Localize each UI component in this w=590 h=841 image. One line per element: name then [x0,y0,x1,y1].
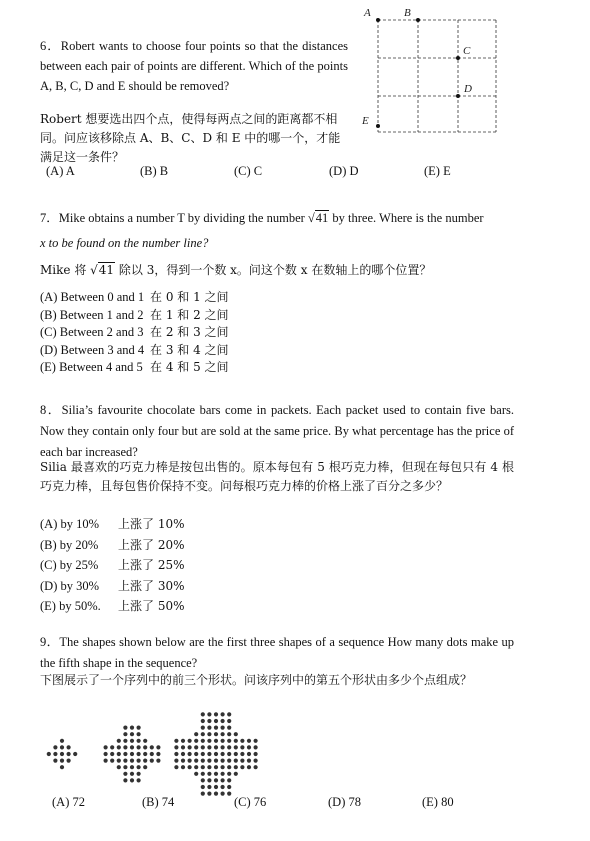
q7-option-e: (E) Between 4 and 5 在 4 和 5 之间 [40,360,229,374]
shape-3-dot [234,745,238,749]
shape-2-dot [104,752,108,756]
shape-2-dot [137,739,141,743]
shape-3-dot [201,752,205,756]
shape-3-dot [240,752,244,756]
shape-2-dot [123,752,127,756]
shape-2-dot [123,772,127,776]
shape-2-dot [137,745,141,749]
shape-2-dot [117,759,121,763]
shape-3-dot [247,745,251,749]
shape-3-dot [201,726,205,730]
shape-3-dot [221,759,225,763]
shape-3-dot [227,792,231,796]
shape-3-dot [194,759,198,763]
shape-3-dot [234,765,238,769]
q9-dot-shapes [40,718,270,798]
shape-3-dot [221,792,225,796]
shape-2-dot [130,759,134,763]
shape-3-dot [181,739,185,743]
shape-2-dot [117,739,121,743]
shape-3-dot [207,785,211,789]
shape-3-dot [207,765,211,769]
point-b [416,18,420,22]
shape-2-dot [150,759,154,763]
shape-3-dot [240,745,244,749]
q7-options [40,289,229,377]
shape-2-dot [117,765,121,769]
q8-option-d: (D) by 30% 上涨了 30% [40,578,185,593]
shape-3-dot [201,778,205,782]
shape-3-dot [207,726,211,730]
shape-1-dot [60,739,64,743]
q8-question-en: 8．Silia’s favourite chocolate bars come in packets. Each packet used to contain five bars. Now they contain only four but are sold at the same price. By what percentage has the price of each bar increased? [40,403,514,459]
shape-3-dot [214,752,218,756]
shape-2-dot [130,745,134,749]
shape-3-dot [254,759,258,763]
shape-3-dot [207,752,211,756]
shape-3-dot [201,792,205,796]
shape-3-dot [201,785,205,789]
q6-question-zh: Robert 想要选出四个点，使得每两点之间的距离都不相同。问应该移除点 A、B、C、D 和 E 中的哪一个，才能满足这一条件？ [40,112,341,164]
shape-2-dot [123,765,127,769]
shape-2-dot [123,739,127,743]
shape-3-dot [188,752,192,756]
shape-2-dot [123,726,127,730]
q8-option-e: (E) by 50%. 上涨了 50% [40,599,185,613]
shape-3-dot [221,778,225,782]
q6-question-en: 6．Robert wants to choose four points so that the distances between each pair of points are different. Which of the points A, B, C, D and E should be removed? [40,39,348,93]
q7-option-a: (A) Between 0 and 1 在 0 和 1 之间 [40,290,229,304]
shape-2-dot [104,759,108,763]
shape-3-dot [214,759,218,763]
shape-3-dot [214,712,218,716]
shape-2-dot [150,745,154,749]
shape-3-dot [188,745,192,749]
shape-3-dot [221,732,225,736]
shape-3-dot [214,792,218,796]
shape-1-dot [53,752,57,756]
shape-2-dot [130,765,134,769]
shape-3-dot [201,739,205,743]
shape-3-dot [194,752,198,756]
q7-option-c: (C) Between 2 and 3 在 2 和 3 之间 [40,325,229,339]
q7-option-d: (D) Between 3 and 4 在 3 和 4 之间 [40,342,229,357]
label-e: E [362,115,369,127]
shape-2-dot [130,739,134,743]
shape-1-dot [67,752,71,756]
shape-3-dot [201,732,205,736]
shape-3-dot [207,712,211,716]
q8-option-b: (B) by 20% 上涨了 20% [40,537,185,552]
shape-3-dot [194,732,198,736]
shape-3-dot [207,792,211,796]
shape-3-dot [207,732,211,736]
shape-3-dot [254,752,258,756]
shape-2-dot [137,759,141,763]
shape-2-dot [130,772,134,776]
shape-1-dot [53,745,57,749]
label-c: C [463,45,471,57]
shape-1-dot [67,759,71,763]
shape-3-dot [194,739,198,743]
shape-1-dot [67,745,71,749]
shape-3-dot [174,752,178,756]
shape-2-dot [137,765,141,769]
shape-3-dot [174,739,178,743]
q9-option-c: (C) 76 [234,795,267,809]
shape-2-dot [110,752,114,756]
label-d: D [464,83,472,95]
shape-3-dot [201,765,205,769]
shape-3-dot [234,739,238,743]
shape-1-dot [60,745,64,749]
q7-question-en: 7．Mike obtains a number T by dividing the number √41 by three. Where is the number x to be found on the number line? [40,211,484,250]
shape-3-dot [194,745,198,749]
shape-2-dot [137,772,141,776]
shape-3-dot [234,759,238,763]
q7-radicand: 41 [315,211,329,225]
shape-3-dot [214,726,218,730]
shape-3-dot [227,785,231,789]
shape-2-dot [117,745,121,749]
shape-3-dot [221,772,225,776]
shape-3-dot [221,719,225,723]
shape-1-dot [60,765,64,769]
shape-3-dot [221,745,225,749]
label-b: B [404,7,411,19]
shape-3-dot [227,759,231,763]
shape-3-dot [201,772,205,776]
shape-1-dot [73,752,77,756]
q8-question-zh: Silia 最喜欢的巧克力棒是按包出售的。原本每包有 5 根巧克力棒，但现在每包只有 4 根巧克力棒，且每包售价保持不变。问每根巧克力棒的价格上涨了百分之多少？ [40,460,514,493]
shape-3-dot [207,772,211,776]
shape-2-dot [130,752,134,756]
shape-2-dot [143,765,147,769]
shape-3-dot [207,745,211,749]
shape-3-dot [221,712,225,716]
q8-options [40,514,185,617]
shape-2-dot [123,778,127,782]
shape-3-dot [174,745,178,749]
shape-2-dot [123,759,127,763]
shape-3-dot [221,785,225,789]
shape-2-dot [137,732,141,736]
q6-option-a: (A) A [46,164,75,178]
shape-3-dot [207,778,211,782]
shape-3-dot [207,719,211,723]
shape-3-dot [247,752,251,756]
shape-3-dot [214,778,218,782]
q7-option-b: (B) Between 1 and 2 在 1 和 2 之间 [40,307,229,322]
shape-3-dot [227,778,231,782]
shape-2-dot [137,752,141,756]
shape-3-dot [214,785,218,789]
shape-2-dot [143,739,147,743]
shape-3-dot [174,765,178,769]
shape-3-dot [227,745,231,749]
shape-2-dot [156,759,160,763]
shape-3-dot [181,745,185,749]
shape-3-dot [201,712,205,716]
shape-3-dot [214,719,218,723]
shape-3-dot [234,732,238,736]
shape-3-dot [194,765,198,769]
shape-2-dot [110,759,114,763]
shape-3-dot [201,759,205,763]
point-d [456,94,460,98]
shape-3-dot [207,739,211,743]
shape-3-dot [234,752,238,756]
shape-2-dot [130,726,134,730]
shape-2-dot [156,745,160,749]
q8-option-a: (A) by 10% 上涨了 10% [40,517,185,531]
q9-option-b: (B) 74 [142,795,175,809]
q6-option-d: (D) D [329,164,359,178]
q6-option-b: (B) B [140,164,169,178]
shape-3-dot [214,745,218,749]
shape-3-dot [221,739,225,743]
shape-3-dot [234,772,238,776]
shape-3-dot [227,732,231,736]
shape-3-dot [214,765,218,769]
shape-2-dot [130,778,134,782]
shape-3-dot [247,739,251,743]
q7-question-zh: Mike 将 √41 除以 3，得到一个数 x。问这个数 x 在数轴上的哪个位置？ [40,263,432,277]
shape-2-dot [123,745,127,749]
shape-2-dot [156,752,160,756]
shape-1-dot [53,759,57,763]
shape-3-dot [221,765,225,769]
shape-3-dot [188,739,192,743]
shape-3-dot [188,759,192,763]
shape-3-dot [227,739,231,743]
shape-3-dot [254,745,258,749]
shape-3-dot [214,772,218,776]
shape-2-dot [110,745,114,749]
shape-2-dot [123,732,127,736]
shape-3-dot [181,765,185,769]
shape-3-dot [201,719,205,723]
q8-option-c: (C) by 25% 上涨了 25% [40,558,185,572]
shape-2-dot [137,726,141,730]
shape-3-dot [221,752,225,756]
q6-option-e: (E) E [424,164,451,178]
shape-2-dot [137,778,141,782]
shape-3-dot [174,759,178,763]
shape-3-dot [227,752,231,756]
shape-2-dot [143,759,147,763]
point-e [376,124,380,128]
shape-3-dot [214,739,218,743]
shape-3-dot [227,719,231,723]
q9-question-en: 9．The shapes shown below are the first three shapes of a sequence How many dots make up the fifth shape in the sequence? [40,635,514,670]
shape-2-dot [104,745,108,749]
shape-3-dot [254,739,258,743]
shape-1-dot [47,752,51,756]
shape-3-dot [188,765,192,769]
q6-grid-figure [362,8,502,133]
q6-option-c: (C) C [234,164,263,178]
q9-option-a: (A) 72 [52,795,85,809]
shape-1-dot [60,759,64,763]
shape-3-dot [240,759,244,763]
shape-1-dot [60,752,64,756]
shape-3-dot [181,752,185,756]
point-c [456,56,460,60]
shape-3-dot [227,726,231,730]
shape-3-dot [181,759,185,763]
shape-3-dot [221,726,225,730]
q9-option-e: (E) 80 [422,795,454,809]
shape-3-dot [247,765,251,769]
point-a [376,18,380,22]
shape-2-dot [130,732,134,736]
shape-3-dot [227,712,231,716]
shape-3-dot [201,745,205,749]
shape-3-dot [207,759,211,763]
shape-3-dot [227,765,231,769]
shape-3-dot [240,739,244,743]
shape-3-dot [240,765,244,769]
shape-3-dot [214,732,218,736]
shape-3-dot [194,772,198,776]
shape-2-dot [143,752,147,756]
q9-option-d: (D) 78 [328,795,361,809]
q9-question-zh: 下图展示了一个序列中的前三个形状。问该序列中的第五个形状由多少个点组成？ [40,673,473,687]
shape-3-dot [254,765,258,769]
shape-2-dot [143,745,147,749]
shape-2-dot [117,752,121,756]
label-a: A [364,7,371,19]
shape-3-dot [247,759,251,763]
shape-3-dot [227,772,231,776]
shape-2-dot [150,752,154,756]
